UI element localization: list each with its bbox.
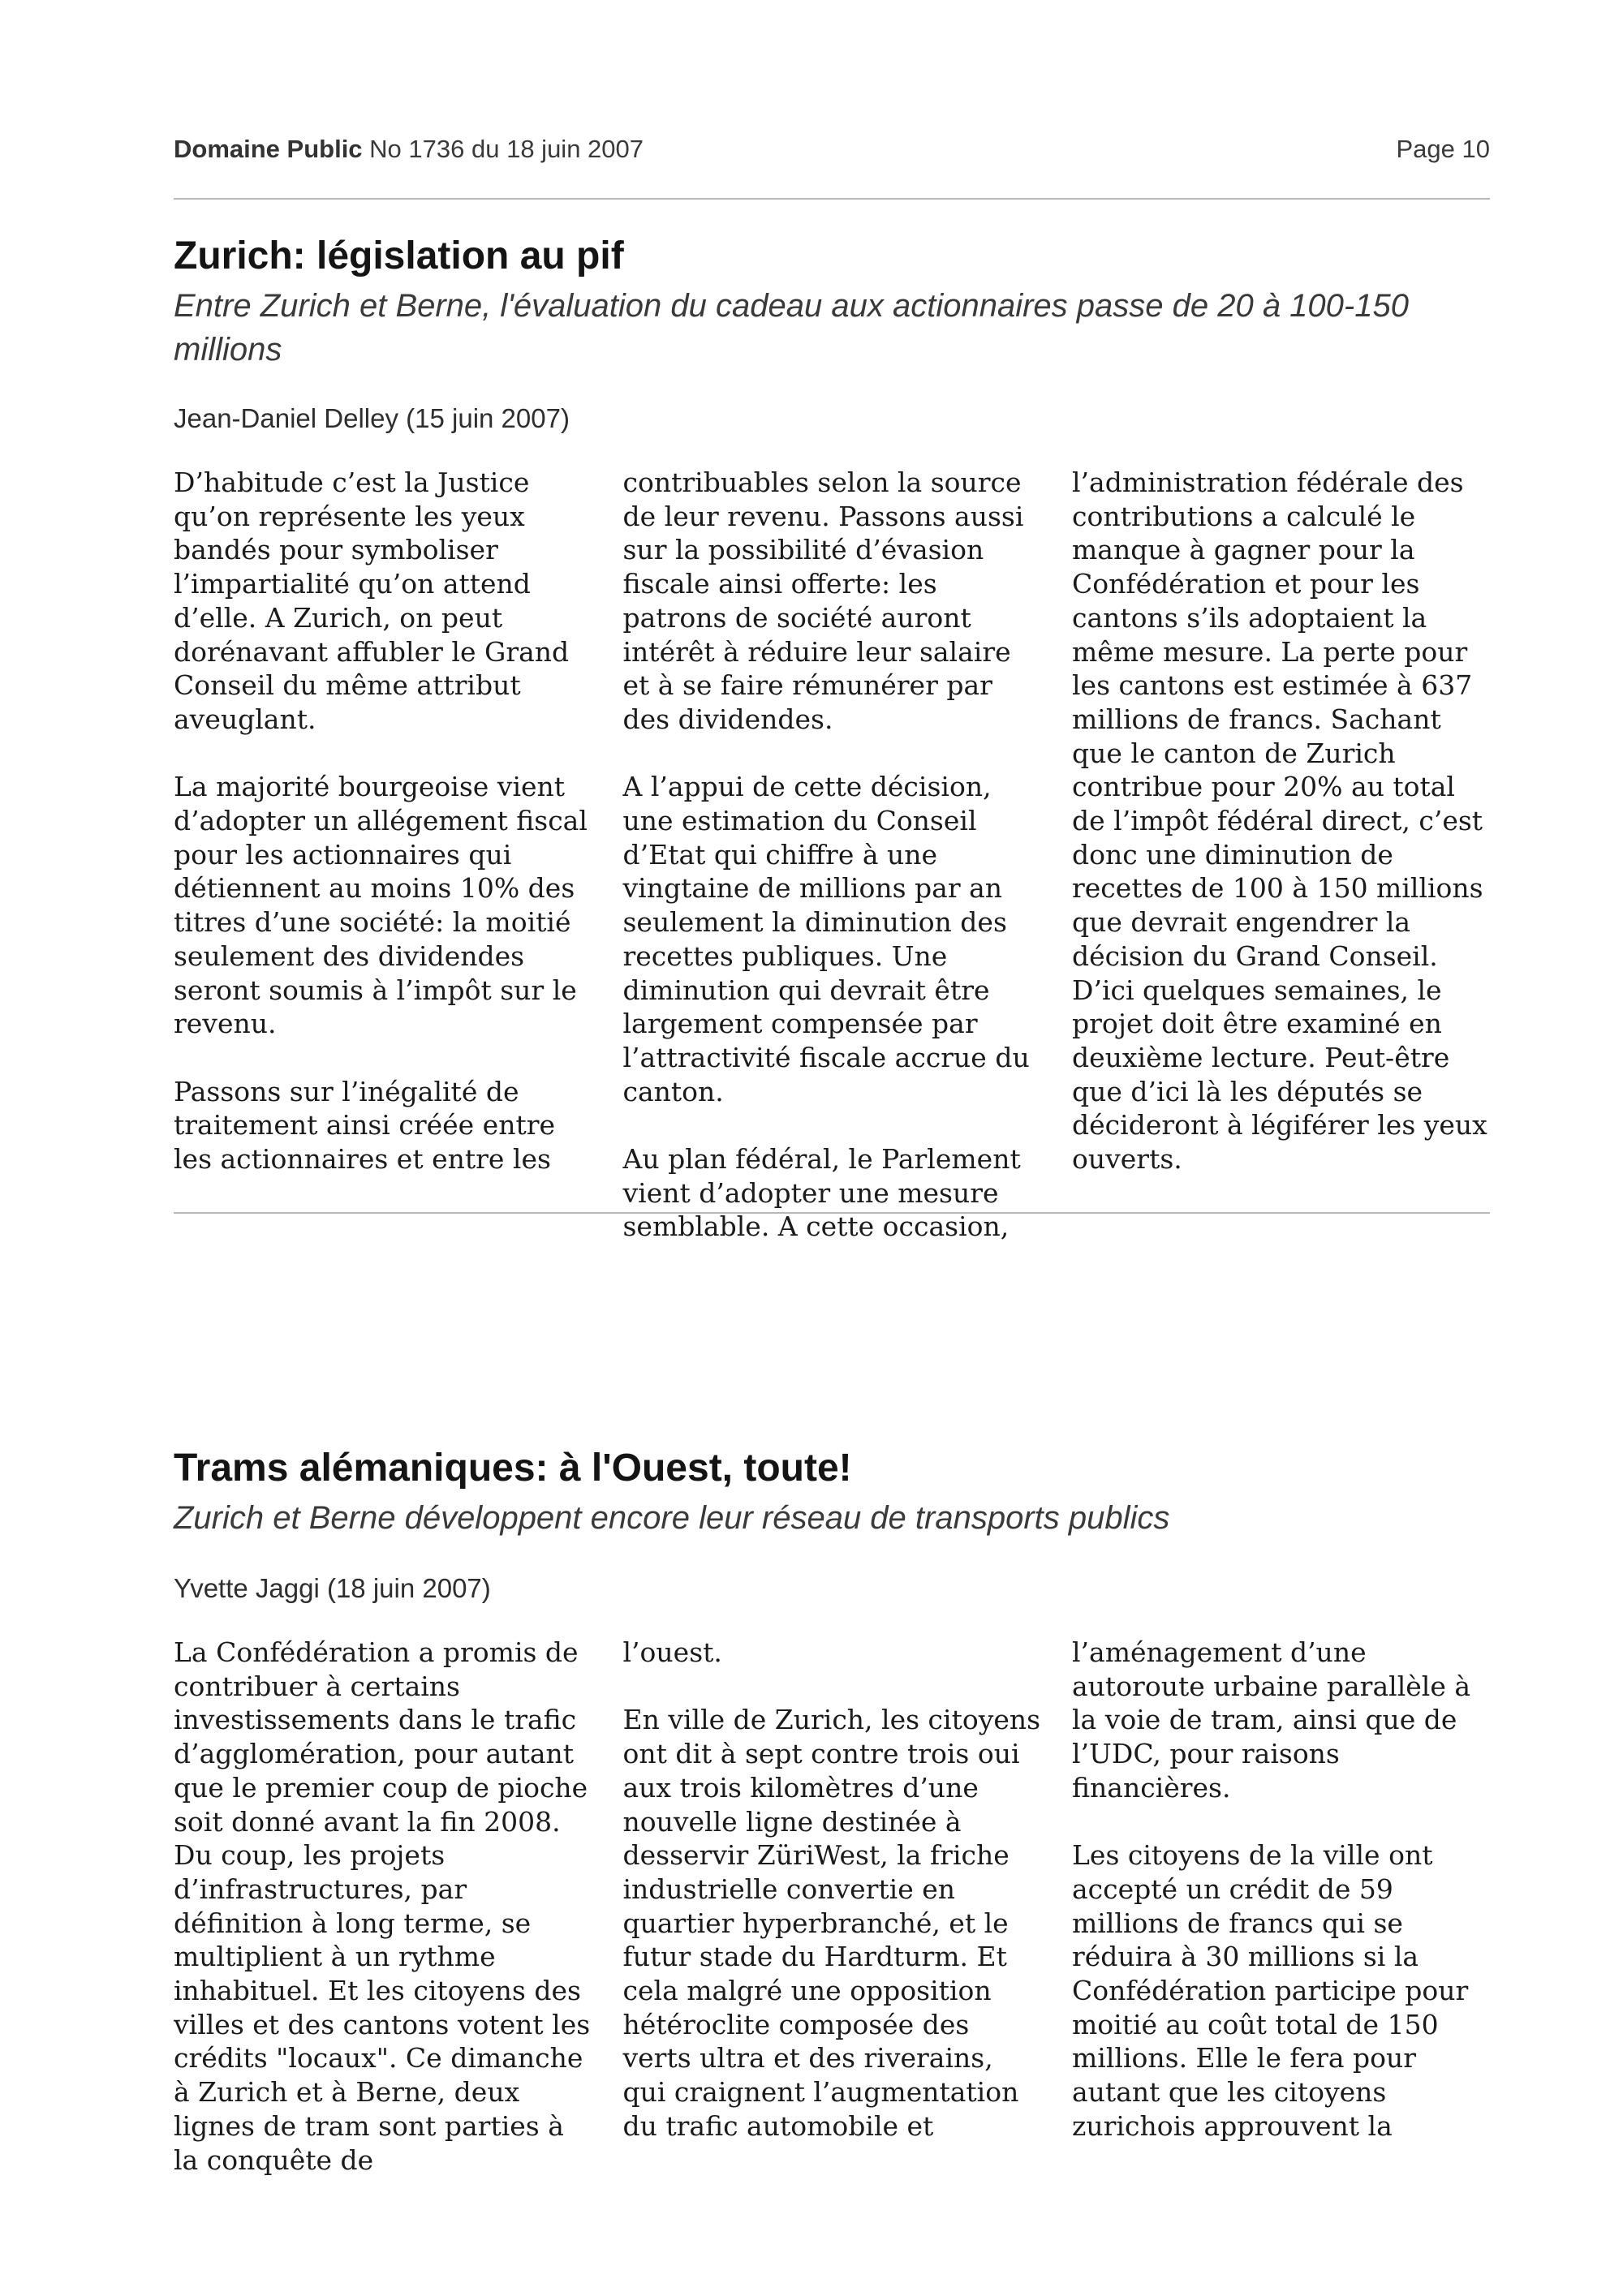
running-header — [174, 135, 1490, 167]
article-title: Zurich: législation au pif — [174, 234, 624, 277]
paragraph: D’habitude c’est la Justice qu’on représente les yeux bandés pour symboliser l’impartialité qu’on attend d’elle. A Zurich, on peut dorénavant affubler le Grand Conseil du même attribut aveuglant. — [174, 467, 570, 735]
paragraph: contribuables selon la source de leur revenu. Passons aussi sur la possibilité d’évasion fiscale ainsi offerte: les patrons de société auront intérêt à réduire leur salaire et à se faire rémunérer par des dividendes. — [622, 467, 1024, 735]
paragraph: Passons sur l’inégalité de traitement ainsi créée entre les actionnaires et entre les — [174, 1075, 556, 1176]
article-title: Trams alémaniques: à l'Ouest, toute! — [174, 1447, 852, 1490]
article-subtitle: Zurich et Berne développent encore leur réseau de transports publics — [174, 1500, 1170, 1536]
paragraph: l’aménagement d’une autoroute urbaine parallèle à la voie de tram, ainsi que de l’UDC, pour raisons financières. — [1072, 1636, 1471, 1804]
paragraph: A l’appui de cette décision, une estimation du Conseil d’Etat qui chiffre à une vingtaine de millions par an seulement la diminution des recettes publiques. Une diminution qui devrait être largement compensée par l’attractivité fiscale accrue du canton. — [622, 771, 1030, 1107]
article-byline: Yvette Jaggi (18 juin 2007) — [174, 1573, 491, 1603]
paragraph: l’administration fédérale des contributions a calculé le manque à gagner pour la Confédération et pour les cantons s’ils adoptaient la même mesure. La perte pour les cantons est estimée à 637 millions de francs. Sachant que le canton de Zurich contribue pour 20% au total de l’impôt fédéral direct, c’est donc une diminution de recettes de 100 à 150 millions que devrait engendrer la décision du Grand Conseil. D’ici quelques semaines, le projet doit être examiné en deuxième lecture. Peut-être que d’ici là les députés se décideront à légiférer les yeux ouverts. — [1072, 467, 1487, 1176]
text-column — [623, 1636, 1041, 2177]
article — [174, 232, 1490, 1244]
paragraph: Les citoyens de la ville ont accepté un crédit de 59 millions de francs qui se réduira à 30 millions si la Confédération participe pour moitié au coût total de 150 millions. Elle le fera pour autant que les citoyens zurichois approuvent la — [1072, 1839, 1469, 2142]
publication-name: Domaine Public — [174, 135, 363, 163]
paragraph: La Confédération a promis de contribuer à certains investissements dans le trafic d’agglomération, pour autant que le premier coup de pioche soit donné avant la fin 2008. Du coup, les projets d’infrastructures, par définition à long terme, se multiplient à un rythme inhabituel. Et les citoyens des villes et des cantons votent les crédits "locaux". Ce dimanche à Zurich et à Berne, deux lignes de tram sont parties à la conquête de — [174, 1636, 591, 2176]
article-columns — [174, 1636, 1490, 2177]
issue-info: No 1736 du 18 juin 2007 — [369, 135, 644, 163]
article-subtitle: Entre Zurich et Berne, l'évaluation du cadeau aux actionnaires passe de 20 à 100-150 millions — [174, 288, 1409, 368]
article-divider — [174, 1212, 1490, 1214]
text-column — [623, 466, 1041, 1244]
page-number: Page 10 — [1396, 135, 1490, 163]
paragraph: La majorité bourgeoise vient d’adopter un allégement fiscal pour les actionnaires qui détiennent au moins 10% des titres d’une société: la moitié seulement des dividendes seront soumis à l’impôt sur le revenu. — [174, 771, 588, 1040]
article — [174, 1444, 1490, 2177]
text-column — [1072, 466, 1490, 1244]
paragraph: Au plan fédéral, le Parlement vient d’adopter une mesure semblable. A cette occasion, — [622, 1143, 1021, 1243]
text-column — [174, 1636, 592, 2177]
text-column — [174, 466, 592, 1244]
article-columns — [174, 466, 1490, 1244]
article-byline: Jean-Daniel Delley (15 juin 2007) — [174, 403, 570, 433]
paragraph: l’ouest. — [622, 1636, 722, 1668]
text-column — [1072, 1636, 1490, 2177]
header-divider — [174, 198, 1490, 200]
paragraph: En ville de Zurich, les citoyens ont dit à sept contre trois oui aux trois kilomètres d’une nouvelle ligne destinée à desservir ZüriWest, la friche industrielle convertie en quartier hyperbranché, et le futur stade du Hardturm. Et cela malgré une opposition hétéroclite composée des verts ultra et des riverains, qui craignent l’augmentation du trafic automobile et — [622, 1704, 1041, 2142]
